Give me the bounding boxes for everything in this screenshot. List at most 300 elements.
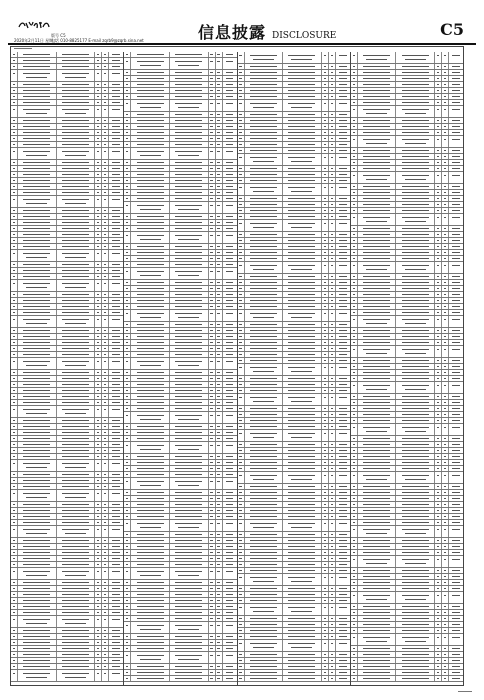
cell-text-placeholder xyxy=(363,570,390,571)
cell-text-placeholder xyxy=(324,367,326,368)
table-cell xyxy=(336,130,350,135)
table-cell xyxy=(283,256,322,261)
cell-text-placeholder xyxy=(250,174,277,175)
table-cell xyxy=(283,136,322,141)
cell-text-placeholder xyxy=(97,276,99,277)
table-cell xyxy=(102,208,109,213)
table-cell xyxy=(57,610,96,615)
cell-text-placeholder xyxy=(210,54,212,55)
cell-text-placeholder xyxy=(288,187,315,188)
cell-text-placeholder xyxy=(178,419,199,420)
table-cell xyxy=(336,466,350,471)
table-cell xyxy=(223,634,237,639)
table-cell xyxy=(322,154,329,165)
table-cell xyxy=(209,424,216,429)
cell-text-placeholder xyxy=(137,252,164,253)
cell-text-placeholder xyxy=(288,336,315,337)
table-cell xyxy=(209,88,216,93)
table-cell xyxy=(322,286,329,291)
cell-text-placeholder xyxy=(62,648,89,649)
table-cell xyxy=(442,568,449,573)
cell-text-placeholder xyxy=(210,151,212,152)
table-cell xyxy=(329,262,336,273)
table-cell xyxy=(238,568,245,573)
table-cell xyxy=(209,538,216,543)
cell-text-placeholder xyxy=(62,409,89,410)
cell-text-placeholder xyxy=(444,660,446,661)
cell-text-placeholder xyxy=(217,264,219,265)
table-cell xyxy=(11,454,18,459)
cell-text-placeholder xyxy=(402,252,429,253)
cell-text-placeholder xyxy=(126,168,128,169)
cell-text-placeholder xyxy=(175,564,202,565)
cell-text-placeholder xyxy=(363,492,390,493)
table-cell xyxy=(170,58,209,69)
cell-text-placeholder xyxy=(288,342,315,343)
table-cell xyxy=(102,598,109,603)
table-cell xyxy=(11,238,18,243)
table-cell xyxy=(329,220,336,231)
cell-text-placeholder xyxy=(226,205,234,206)
table-cell xyxy=(124,334,131,339)
cell-text-placeholder xyxy=(62,126,89,127)
cell-text-placeholder xyxy=(353,162,355,163)
table-cell xyxy=(351,154,358,159)
cell-text-placeholder xyxy=(444,156,446,157)
table-cell xyxy=(11,400,18,405)
table-cell xyxy=(170,226,209,231)
cell-text-placeholder xyxy=(104,342,106,343)
cell-text-placeholder xyxy=(210,408,212,409)
cell-text-placeholder xyxy=(112,552,120,553)
cell-text-placeholder xyxy=(288,288,315,289)
cell-text-placeholder xyxy=(126,504,128,505)
table-cell xyxy=(442,442,449,447)
table-cell xyxy=(216,136,223,141)
table-cell xyxy=(209,310,216,321)
table-cell xyxy=(57,382,96,387)
cell-text-placeholder xyxy=(126,384,128,385)
cell-text-placeholder xyxy=(339,204,347,205)
cell-text-placeholder xyxy=(97,186,99,187)
table-cell xyxy=(18,316,57,327)
table-cell xyxy=(396,106,435,117)
cell-text-placeholder xyxy=(253,437,274,438)
cell-text-placeholder xyxy=(13,606,15,607)
table-cell xyxy=(245,658,284,663)
table-cell xyxy=(435,460,442,465)
table-cell xyxy=(329,112,336,117)
table-cell xyxy=(223,196,237,201)
table-cell xyxy=(449,106,463,117)
table-cell xyxy=(329,76,336,81)
table-cell xyxy=(358,586,397,591)
table-cell xyxy=(322,64,329,69)
cell-text-placeholder xyxy=(104,606,106,607)
cell-text-placeholder xyxy=(402,510,429,511)
cell-text-placeholder xyxy=(112,540,120,541)
table-cell xyxy=(449,472,463,483)
table-cell xyxy=(216,232,223,243)
table-cell xyxy=(170,634,209,639)
cell-text-placeholder xyxy=(353,102,355,103)
table-cell xyxy=(351,232,358,237)
cell-text-placeholder xyxy=(226,426,234,427)
cell-text-placeholder xyxy=(210,342,212,343)
cell-text-placeholder xyxy=(104,102,106,103)
cell-text-placeholder xyxy=(331,174,333,175)
cell-text-placeholder xyxy=(250,630,277,631)
cell-text-placeholder xyxy=(23,444,50,445)
table-row xyxy=(351,346,463,358)
table-cell xyxy=(245,364,284,375)
cell-text-placeholder xyxy=(23,438,50,439)
table-cell xyxy=(223,388,237,393)
cell-text-placeholder xyxy=(239,265,241,266)
cell-text-placeholder xyxy=(402,498,429,499)
table-cell xyxy=(216,430,223,435)
cell-text-placeholder xyxy=(126,72,128,73)
cell-text-placeholder xyxy=(62,319,89,320)
cell-text-placeholder xyxy=(250,660,277,661)
table-cell xyxy=(329,184,336,195)
table-cell xyxy=(329,652,336,657)
table-cell xyxy=(245,88,284,93)
table-cell xyxy=(223,424,237,429)
table-cell xyxy=(336,178,350,183)
cell-text-placeholder xyxy=(250,510,277,511)
cell-text-placeholder xyxy=(104,630,106,631)
cell-text-placeholder xyxy=(402,522,429,523)
table-cell xyxy=(131,502,170,507)
table-cell xyxy=(223,70,237,75)
table-cell xyxy=(223,376,237,381)
cell-text-placeholder xyxy=(444,427,446,428)
table-cell xyxy=(322,394,329,405)
table-cell xyxy=(245,520,284,531)
table-cell xyxy=(442,454,449,459)
table-cell xyxy=(238,550,245,555)
cell-text-placeholder xyxy=(339,378,347,379)
table-cell xyxy=(336,112,350,117)
table-cell xyxy=(109,484,123,489)
cell-text-placeholder xyxy=(253,527,274,528)
cell-text-placeholder xyxy=(250,132,277,133)
cell-text-placeholder xyxy=(250,78,277,79)
table-cell xyxy=(322,532,329,537)
table-cell xyxy=(435,334,442,339)
table-cell xyxy=(351,136,358,147)
table-row xyxy=(124,442,236,454)
cell-text-placeholder xyxy=(226,90,234,91)
table-cell xyxy=(124,124,131,129)
table-cell xyxy=(435,274,442,279)
table-cell xyxy=(322,364,329,375)
cell-text-placeholder xyxy=(324,276,326,277)
cell-text-placeholder xyxy=(363,294,390,295)
cell-text-placeholder xyxy=(104,264,106,265)
table-cell xyxy=(336,304,350,309)
table-cell xyxy=(238,112,245,117)
table-cell xyxy=(358,88,397,93)
cell-text-placeholder xyxy=(137,246,164,247)
cell-text-placeholder xyxy=(444,78,446,79)
cell-text-placeholder xyxy=(97,240,99,241)
table-cell xyxy=(216,352,223,357)
cell-text-placeholder xyxy=(339,384,347,385)
table-cell xyxy=(170,562,209,567)
cell-text-placeholder xyxy=(339,456,347,457)
cell-text-placeholder xyxy=(112,636,120,637)
cell-text-placeholder xyxy=(444,204,446,205)
cell-text-placeholder xyxy=(137,324,164,325)
cell-text-placeholder xyxy=(452,475,460,476)
cell-text-placeholder xyxy=(402,624,429,625)
table-cell xyxy=(329,514,336,519)
cell-text-placeholder xyxy=(331,456,333,457)
cell-text-placeholder xyxy=(452,109,460,110)
cell-text-placeholder xyxy=(226,300,234,301)
cell-text-placeholder xyxy=(112,342,120,343)
cell-text-placeholder xyxy=(405,599,426,600)
table-cell xyxy=(11,490,18,501)
cell-text-placeholder xyxy=(405,59,426,60)
table-cell xyxy=(358,484,397,489)
table-cell xyxy=(11,538,18,543)
cell-text-placeholder xyxy=(452,168,460,169)
cell-text-placeholder xyxy=(217,426,219,427)
table-cell xyxy=(95,640,102,645)
cell-text-placeholder xyxy=(250,678,277,679)
contact-line: 电话 010-8825177 E-mail zqrb9@zqrb.sina.net xyxy=(51,38,144,43)
cell-text-placeholder xyxy=(126,600,128,601)
table-cell xyxy=(336,544,350,549)
cell-text-placeholder xyxy=(363,444,390,445)
table-cell xyxy=(11,544,18,549)
table-cell xyxy=(95,610,102,615)
table-cell xyxy=(351,592,358,603)
table-cell xyxy=(95,148,102,159)
cell-text-placeholder xyxy=(210,174,212,175)
table-cell xyxy=(245,196,284,201)
cell-text-placeholder xyxy=(97,216,99,217)
cell-text-placeholder xyxy=(353,378,355,379)
cell-text-placeholder xyxy=(339,240,347,241)
cell-text-placeholder xyxy=(226,246,234,247)
cell-text-placeholder xyxy=(452,582,460,583)
cell-text-placeholder xyxy=(250,360,277,361)
table-cell xyxy=(396,550,435,555)
cell-text-placeholder xyxy=(324,564,326,565)
edition-label: 版号 C5 xyxy=(51,33,66,38)
table-cell xyxy=(283,262,322,273)
cell-text-placeholder xyxy=(62,594,89,595)
cell-text-placeholder xyxy=(331,564,333,565)
table-cell xyxy=(329,310,336,321)
table-cell xyxy=(109,268,123,273)
cell-text-placeholder xyxy=(339,234,347,235)
cell-text-placeholder xyxy=(62,619,89,620)
table-cell xyxy=(442,370,449,375)
cell-text-placeholder xyxy=(226,192,234,193)
cell-text-placeholder xyxy=(23,348,50,349)
table-cell xyxy=(124,142,131,147)
table-row xyxy=(124,520,236,532)
newspaper-logo xyxy=(18,20,52,30)
cell-text-placeholder xyxy=(137,216,164,217)
cell-text-placeholder xyxy=(23,342,50,343)
table-cell xyxy=(57,220,96,225)
table-cell xyxy=(322,466,329,471)
table-cell xyxy=(11,274,18,279)
cell-text-placeholder xyxy=(23,529,50,530)
cell-text-placeholder xyxy=(402,427,429,428)
table-cell xyxy=(223,220,237,225)
cell-text-placeholder xyxy=(324,450,326,451)
table-cell xyxy=(109,472,123,477)
table-row xyxy=(351,214,463,226)
cell-text-placeholder xyxy=(437,276,439,277)
table-cell xyxy=(238,358,245,363)
cell-text-placeholder xyxy=(97,673,99,674)
cell-text-placeholder xyxy=(331,390,333,391)
cell-text-placeholder xyxy=(210,378,212,379)
cell-text-placeholder xyxy=(137,354,164,355)
cell-text-placeholder xyxy=(137,438,164,439)
cell-text-placeholder xyxy=(97,456,99,457)
cell-text-placeholder xyxy=(217,372,219,373)
cell-text-placeholder xyxy=(363,175,390,176)
cell-text-placeholder xyxy=(175,655,202,656)
cell-text-placeholder xyxy=(217,432,219,433)
table-cell xyxy=(442,544,449,549)
cell-text-placeholder xyxy=(452,612,460,613)
table-cell xyxy=(449,328,463,333)
cell-text-placeholder xyxy=(239,414,241,415)
cell-text-placeholder xyxy=(363,618,390,619)
cell-text-placeholder xyxy=(217,582,219,583)
table-cell xyxy=(238,142,245,147)
cell-text-placeholder xyxy=(402,156,429,157)
table-cell xyxy=(216,130,223,135)
table-cell xyxy=(396,670,435,675)
cell-text-placeholder xyxy=(210,468,212,469)
cell-text-placeholder xyxy=(250,336,277,337)
table-cell xyxy=(95,592,102,597)
cell-text-placeholder xyxy=(13,564,15,565)
table-row xyxy=(351,472,463,484)
table-cell xyxy=(283,634,322,639)
cell-text-placeholder xyxy=(126,378,128,379)
table-cell xyxy=(109,550,123,555)
table-cell xyxy=(238,52,245,63)
table-cell xyxy=(170,394,209,399)
table-cell xyxy=(238,172,245,177)
table-cell xyxy=(449,148,463,153)
cell-text-placeholder xyxy=(104,612,106,613)
table-cell xyxy=(209,382,216,387)
cell-text-placeholder xyxy=(137,306,164,307)
cell-text-placeholder xyxy=(239,336,241,337)
table-cell xyxy=(322,220,329,231)
table-cell xyxy=(131,220,170,225)
cell-text-placeholder xyxy=(444,252,446,253)
cell-text-placeholder xyxy=(13,120,15,121)
table-cell xyxy=(102,214,109,219)
cell-text-placeholder xyxy=(23,420,50,421)
cell-text-placeholder xyxy=(250,408,277,409)
cell-text-placeholder xyxy=(104,151,106,152)
cell-text-placeholder xyxy=(217,282,219,283)
cell-text-placeholder xyxy=(324,624,326,625)
cell-text-placeholder xyxy=(210,600,212,601)
cell-text-placeholder xyxy=(437,456,439,457)
table-cell xyxy=(283,622,322,627)
table-cell xyxy=(102,646,109,651)
table-cell xyxy=(435,190,442,195)
cell-text-placeholder xyxy=(13,648,15,649)
table-cell xyxy=(351,376,358,381)
cell-text-placeholder xyxy=(402,456,429,457)
table-cell xyxy=(11,616,18,627)
cell-text-placeholder xyxy=(126,126,128,127)
cell-text-placeholder xyxy=(104,619,106,620)
table-cell xyxy=(170,520,209,531)
table-cell xyxy=(57,172,96,177)
table-cell xyxy=(435,94,442,99)
table-column xyxy=(350,52,463,685)
cell-text-placeholder xyxy=(250,564,277,565)
cell-text-placeholder xyxy=(402,276,429,277)
table-cell xyxy=(223,598,237,603)
table-cell xyxy=(170,472,209,477)
cell-text-placeholder xyxy=(437,606,439,607)
cell-text-placeholder xyxy=(437,120,439,121)
table-cell xyxy=(245,382,284,387)
table-cell xyxy=(238,286,245,291)
table-cell xyxy=(449,280,463,285)
table-cell xyxy=(131,394,170,399)
cell-text-placeholder xyxy=(137,618,164,619)
table-cell xyxy=(396,574,435,579)
table-cell xyxy=(336,148,350,153)
table-cell xyxy=(216,346,223,351)
table-cell xyxy=(209,592,216,597)
cell-text-placeholder xyxy=(331,594,333,595)
cell-text-placeholder xyxy=(363,90,390,91)
cell-text-placeholder xyxy=(288,96,315,97)
table-cell xyxy=(11,82,18,87)
table-cell xyxy=(358,202,397,207)
table-cell xyxy=(102,514,109,519)
cell-text-placeholder xyxy=(331,600,333,601)
cell-text-placeholder xyxy=(437,498,439,499)
cell-text-placeholder xyxy=(137,456,164,457)
table-cell xyxy=(322,418,329,423)
table-cell xyxy=(11,358,18,369)
table-cell xyxy=(283,172,322,177)
table-cell xyxy=(223,652,237,663)
cell-text-placeholder xyxy=(363,240,390,241)
cell-text-placeholder xyxy=(97,294,99,295)
table-cell xyxy=(209,334,216,339)
cell-text-placeholder xyxy=(363,168,390,169)
table-cell xyxy=(396,184,435,189)
cell-text-placeholder xyxy=(137,564,164,565)
table-cell xyxy=(18,514,57,519)
cell-text-placeholder xyxy=(437,396,439,397)
cell-text-placeholder xyxy=(112,283,120,284)
